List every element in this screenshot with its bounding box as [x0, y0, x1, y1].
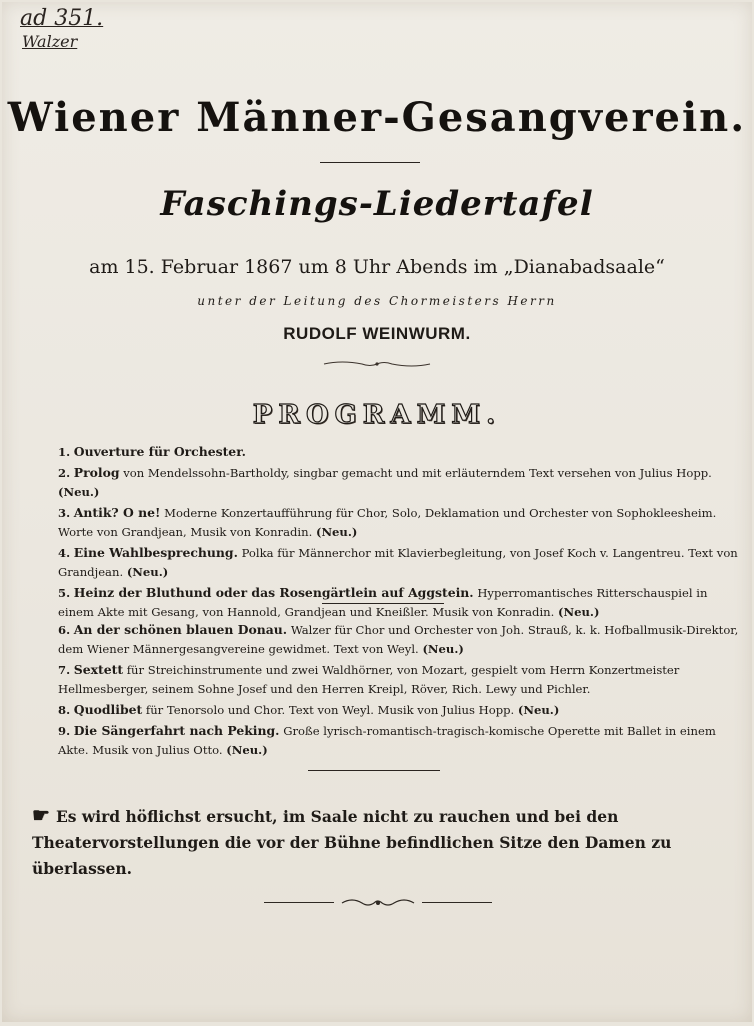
title-divider: [320, 162, 420, 163]
program-item-desc: Walzer für Chor und Orchester von Joh. Strauß, k. k. Hofballmusik-Direktor, dem Wiener Männergesangvereine gewidmet. Text von Weyl.: [58, 623, 739, 656]
program-item-title: Sextett: [73, 662, 124, 677]
section-divider: [322, 603, 444, 604]
program-item-desc: Hyperromantisches Ritterschauspiel in einem Akte mit Gesang, von Hannold, Grandjean und Kneißler. Musik von Konradin.: [58, 586, 708, 619]
program-item-number: 7.: [58, 663, 71, 677]
program-item-neu: (Neu.): [58, 485, 100, 499]
handwritten-category: Walzer: [22, 32, 78, 51]
program-item-neu: (Neu.): [315, 525, 358, 539]
program-item-desc: Polka für Männerchor mit Klavierbegleitung, von Josef Koch v. Langentreu. Text von Grandjean.: [58, 546, 738, 579]
program-item-title: Prolog: [73, 465, 120, 480]
program-item-neu: (Neu.): [126, 565, 169, 579]
program-item-neu: (Neu.): [517, 703, 560, 717]
handwritten-reference: ad 351.: [20, 6, 104, 31]
program-item-title: Eine Wahlbesprechung.: [73, 545, 238, 560]
program-item: [58, 463, 742, 502]
handwritten-note: [20, 6, 103, 52]
program-item-number: 1.: [58, 445, 71, 459]
pointing-hand-icon: ☛: [32, 803, 50, 827]
page-title: Wiener Männer-Gesangverein.: [7, 94, 747, 141]
program-item: [58, 543, 742, 582]
program-item-neu: (Neu.): [422, 642, 464, 656]
section-divider-2: [308, 770, 440, 771]
program-item-title: Die Sängerfahrt nach Peking.: [73, 723, 280, 738]
program-item: [58, 442, 742, 462]
concert-program-sheet: [2, 2, 752, 1022]
bottom-ornament: [260, 895, 496, 909]
program-item-title: Antik? O ne!: [73, 505, 161, 520]
program-item-desc: Moderne Konzertaufführung für Chor, Solo, Deklamation und Orchester von Sophokleesheim. Worte von Grandjean, Musik von Konradin.: [58, 506, 717, 539]
program-item: [58, 721, 742, 760]
program-item-number: 8.: [58, 703, 71, 717]
program-item-number: 4.: [58, 546, 71, 560]
program-item-title: An der schönen blauen Donau.: [73, 622, 288, 637]
program-item-number: 3.: [58, 506, 71, 520]
program-item-title: Ouverture für Orchester.: [73, 444, 246, 459]
program-heading: PROGRAMM.: [252, 400, 502, 430]
program-item-number: 6.: [58, 623, 71, 637]
program-item-title: Quodlibet: [73, 702, 143, 717]
scroll-ornament-icon: [322, 359, 432, 369]
program-item-title: Heinz der Bluthund oder das Rosengärtlein auf Aggstein.: [73, 585, 474, 600]
program-item: [58, 700, 742, 720]
event-dateline: am 15. Februar 1867 um 8 Uhr Abends im „Dianabadsaale“: [89, 256, 665, 278]
smoking-notice: [32, 802, 738, 882]
program-item-desc: von Mendelssohn-Bartholdy, singbar gemacht und mit erläuterndem Text versehen von Julius Hopp.: [123, 466, 712, 480]
program-list-part-2: [58, 620, 742, 761]
page-subtitle: Faschings-Liedertafel: [160, 184, 594, 224]
program-item-neu: (Neu.): [558, 605, 600, 619]
conductor-name: RUDOLF WEINWURM.: [283, 324, 471, 343]
program-list-part-1: [58, 442, 742, 623]
program-item-desc: für Streichinstrumente und zwei Waldhörner, von Mozart, gespielt vom Herrn Konzertmeister Hellmesberger, seinem Sohne Josef und den Herren Kreipl, Röver, Rich. Lewy und Pichler.: [58, 663, 680, 696]
program-item-number: 9.: [58, 724, 71, 738]
program-item-neu: (Neu.): [226, 743, 268, 757]
program-item-number: 2.: [58, 466, 71, 480]
program-item-desc: Große lyrisch-romantisch-tragisch-komische Operette mit Ballet in einem Akte. Musik von Julius Otto.: [58, 724, 716, 757]
program-item: [58, 620, 742, 659]
direction-line: unter der Leitung des Chormeisters Herrn: [197, 294, 557, 308]
notice-text: Es wird höflichst ersucht, im Saale nicht zu rauchen und bei den Theatervorstellungen die vor der Bühne befindlichen Sitze den Damen zu überlassen.: [32, 807, 672, 878]
ornament-divider: [2, 358, 752, 372]
program-item-number: 5.: [58, 586, 71, 600]
scroll-ornament-icon: [338, 897, 418, 909]
program-item: [58, 660, 742, 699]
program-item-desc: für Tenorsolo und Chor. Text von Weyl. Musik von Julius Hopp.: [145, 703, 515, 717]
program-item: [58, 503, 742, 542]
